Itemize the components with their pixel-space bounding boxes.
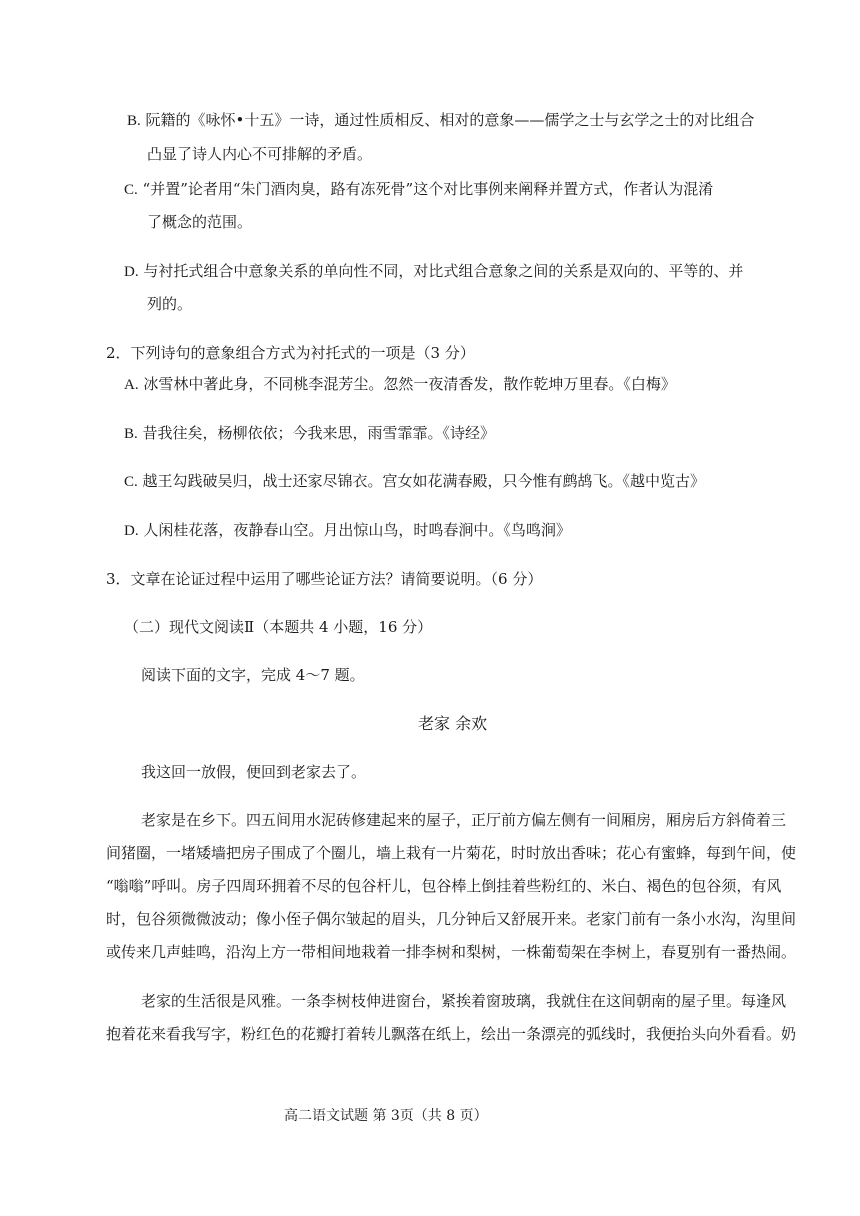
option-label: B. [124,426,138,442]
article-paragraph-2-line-2: 间猪圈，一堵矮墙把房子围成了个圈儿，墙上栽有一片菊花，时时放出香味；花心有蜜蜂，每到午间，使 [106,844,797,862]
option-label: C. [124,474,138,490]
article-paragraph-3-line-2: 抱着花来看我写字，粉红色的花瓣打着转儿飘落在纸上，绘出一条漂亮的弧线时，我便抬头向外看看。奶 [106,1025,797,1043]
option-label: B. [127,113,141,129]
option-text: “并置”论者用“朱门酒肉臭，路有冻死骨”这个对比事例来阐释并置方式，作者认为混淆 [142,180,714,198]
q1-option-c-line-2: 了概念的范围。 [147,213,253,231]
q1-option-d-line-2: 列的。 [147,295,193,313]
q2-option-b [124,423,495,444]
q2-stem: 2．下列诗句的意象组合方式为衬托式的一项是（3 分） [106,344,475,362]
section-instruction: 阅读下面的文字，完成 4～7 题。 [141,666,365,684]
article-title: 老家 余欢 [418,714,488,733]
section-heading: （二）现代文阅读Ⅱ（本题共 4 小题，16 分） [124,618,433,636]
option-text: 越王勾践破吴归，战士还家尽锦衣。宫女如花满春殿，只今惟有鹧鸪飞。《越中览古》 [142,472,706,490]
q2-option-d [124,520,571,541]
q2-option-c [124,471,705,492]
q2-option-a [124,374,676,395]
option-text: 与衬托式组合中意象关系的单向性不同，对比式组合意象之间的关系是双向的、平等的、并 [143,262,744,280]
option-label: C. [124,182,138,198]
q1-option-c-line-1 [124,179,713,200]
article-paragraph-2-line-1: 老家是在乡下。四五间用水泥砖修建起来的屋子，正厅前方偏左侧有一间厢房，厢房后方斜倚着三 [141,811,787,829]
q1-option-d-line-1 [124,261,743,282]
article-paragraph-3-line-1: 老家的生活很是风雅。一条李树枝伸进窗台，紧挨着窗玻璃，我就住在这间朝南的屋子里。每逢风 [141,992,787,1010]
option-label: D. [124,523,139,539]
option-text: 阮籍的《咏怀•十五》一诗，通过性质相反、相对的意象——儒学之士与玄学之士的对比组合 [145,111,755,129]
option-text: 昔我往矣，杨柳依依；今我来思，雨雪霏霏。《诗经》 [142,424,496,442]
article-paragraph-1: 我这回一放假，便回到老家去了。 [141,763,367,781]
article-paragraph-2-line-5: 或传来几声蛙鸣，沿沟上方一带相间地栽着一排李树和梨树，一株葡萄架在李树上，春夏别有一番热闹。 [106,943,797,961]
option-text: 冰雪林中著此身，不同桃李混芳尘。忽然一夜清香发，散作乾坤万里春。《白梅》 [143,375,676,393]
article-paragraph-2-line-4: 时，包谷须微微波动；像小侄子偶尔皱起的眉头，几分钟后又舒展开来。老家门前有一条小水沟，沟里间 [106,910,797,928]
option-label: D. [124,264,139,280]
q1-option-b-line-1 [127,110,754,131]
q1-option-b-line-2: 凸显了诗人内心不可排解的矛盾。 [147,145,373,163]
option-label: A. [124,377,139,393]
page-footer: 高二语文试题 第 3页（共 8 页） [284,1108,488,1124]
option-text: 人闲桂花落，夜静春山空。月出惊山鸟，时鸣春涧中。《鸟鸣涧》 [143,521,571,539]
article-paragraph-2-line-3: “嗡嗡”呼叫。房子四周环拥着不尽的包谷杆儿，包谷棒上倒挂着些粉红的、米白、褐色的包谷须，有风 [106,877,782,895]
q3-stem: 3．文章在论证过程中运用了哪些论证方法？请简要说明。（6 分） [106,570,543,588]
